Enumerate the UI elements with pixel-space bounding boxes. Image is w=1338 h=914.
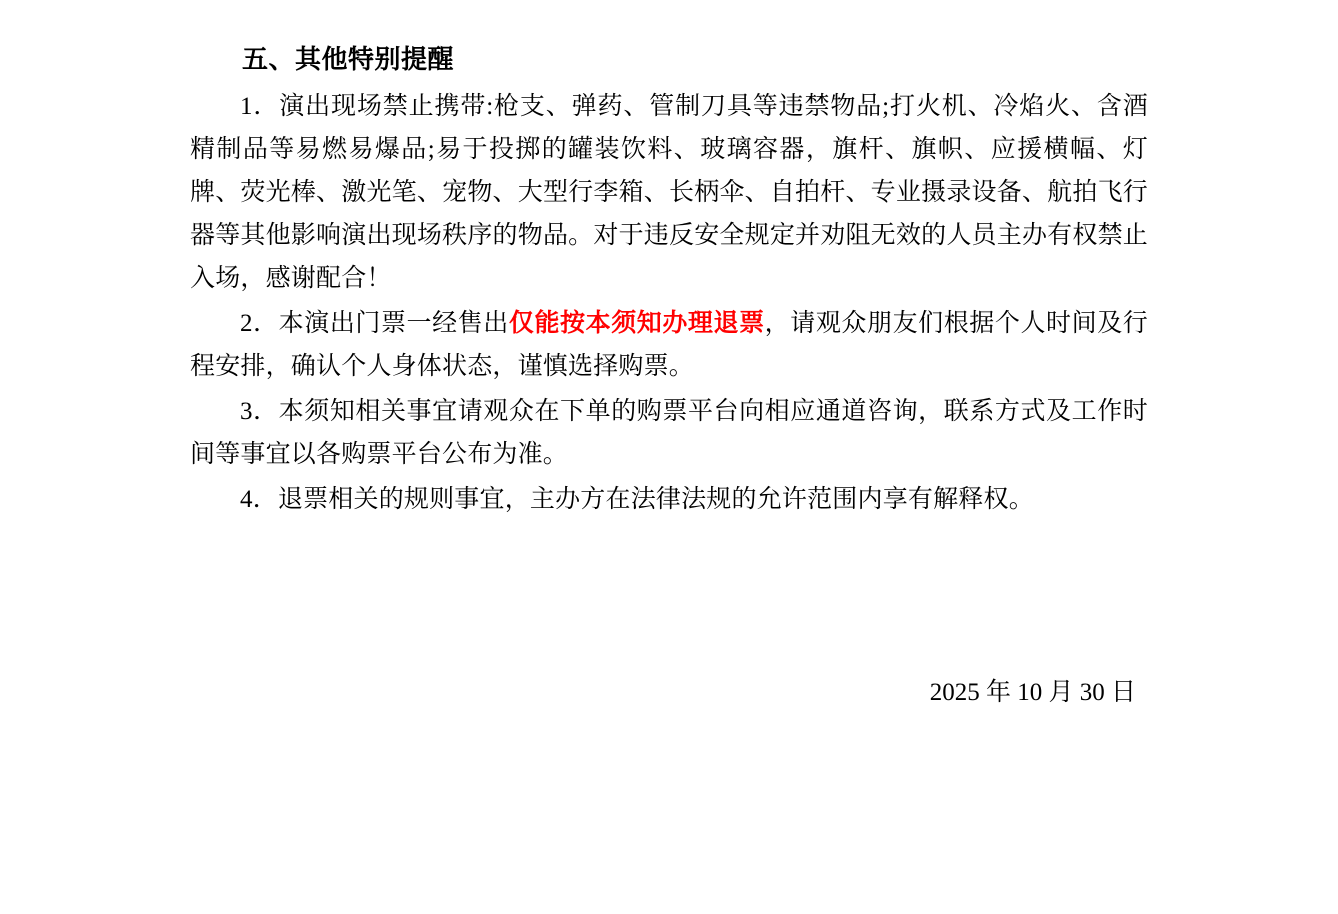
paragraph-item-3: 3．本须知相关事宜请观众在下单的购票平台向相应通道咨询，联系方式及工作时间等事宜以各购票平台公布为准。	[190, 398, 1148, 468]
paragraph-item-2-highlight: 仅能按本须知办理退票	[508, 310, 765, 337]
paragraph-item-2-after: ，请观众朋友们根据个人时间及行程安排，确认个人身体状态，谨慎选择购票。	[190, 310, 1148, 380]
paragraph-item-4: 4．退票相关的规则事宜，主办方在法律法规的允许范围内享有解释权。	[240, 486, 1034, 513]
paragraph-item-1: 1．演出现场禁止携带:枪支、弹药、管制刀具等违禁物品;打火机、冷焰火、含酒精制品等易燃易爆品;易于投掷的罐装饮料、玻璃容器，旗杆、旗帜、应援横幅、灯牌、荧光棒、激光笔、宠物、大型行李箱、长柄伞、自拍杆、专业摄录设备、航拍飞行器等其他影响演出现场秩序的物品。对于违反安全规定并劝阻无效的人员主办有权禁止入场，感谢配合！	[190, 93, 1148, 292]
paragraph-item-2-before: 2．本演出门票一经售出	[240, 310, 509, 337]
section-heading: 五、其他特别提醒	[242, 45, 455, 74]
paragraph-item-2	[190, 302, 1148, 388]
content-spacer	[190, 523, 1148, 673]
document-date: 2025 年 10 月 30 日	[929, 679, 1136, 706]
